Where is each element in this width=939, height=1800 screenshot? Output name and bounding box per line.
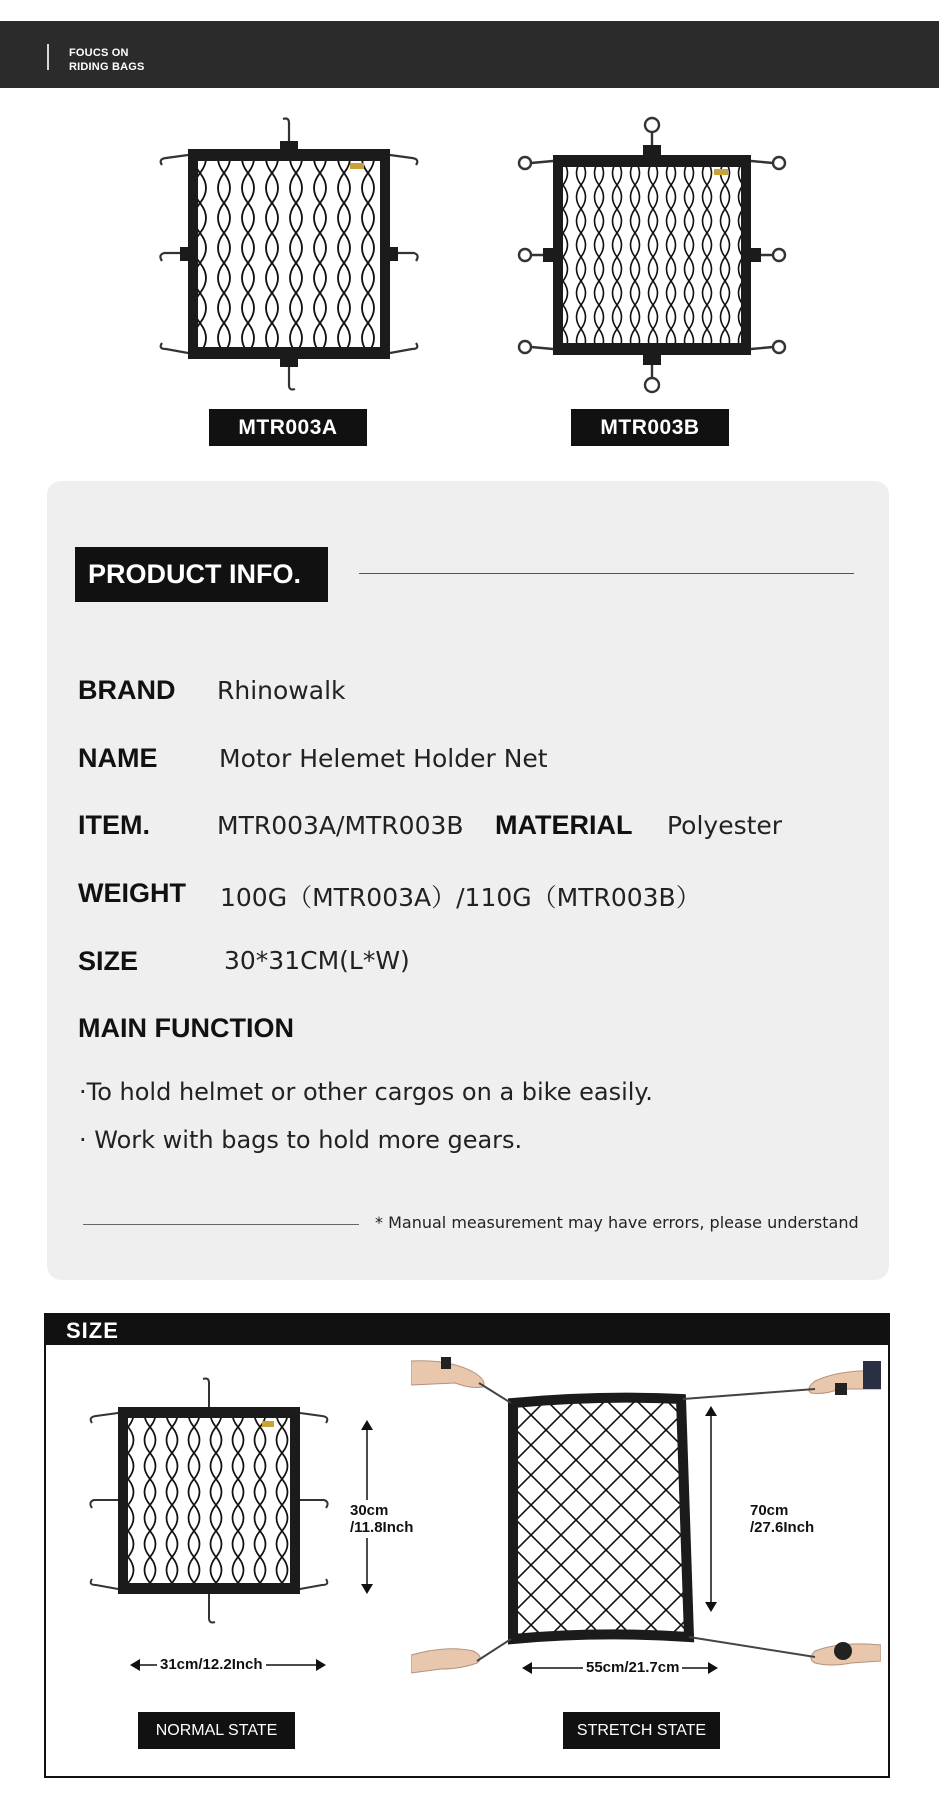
stretch-height-label bbox=[750, 1502, 814, 1536]
size-label: SIZE bbox=[78, 946, 139, 976]
main-function-label: MAIN FUNCTION bbox=[78, 1013, 294, 1043]
size-title: SIZE bbox=[66, 1318, 119, 1343]
product-info-card bbox=[47, 481, 889, 1280]
function-item: ·To hold helmet or other cargos on a bike easily. bbox=[79, 1078, 653, 1106]
product-label-mtr003a: MTR003A bbox=[209, 409, 367, 446]
product-info-title: PRODUCT INFO. bbox=[75, 547, 328, 602]
size-section bbox=[44, 1313, 890, 1778]
measurement-note: * Manual measurement may have errors, please understand bbox=[375, 1213, 859, 1232]
normal-width-label: 31cm/12.2Inch bbox=[157, 1656, 266, 1673]
material-label: MATERIAL bbox=[495, 810, 633, 840]
header-divider bbox=[47, 44, 49, 70]
tagline-line1: FOUCS ON bbox=[69, 47, 129, 59]
function-item: · Work with bags to hold more gears. bbox=[79, 1126, 523, 1154]
normal-state-badge: NORMAL STATE bbox=[138, 1712, 295, 1749]
normal-height-cm: 30cm bbox=[350, 1502, 389, 1519]
product-label-mtr003b: MTR003B bbox=[571, 409, 729, 446]
stretch-height-cm: 70cm bbox=[750, 1502, 789, 1519]
size-title-bar bbox=[46, 1315, 890, 1345]
title-divider bbox=[359, 573, 854, 574]
brand-tagline bbox=[69, 46, 145, 74]
product-image-mtr003b bbox=[509, 113, 794, 398]
size-value: 30*31CM(L*W) bbox=[224, 946, 410, 975]
name-label: NAME bbox=[78, 743, 158, 773]
weight-value: 100G（MTR003A）/110G（MTR003B） bbox=[220, 883, 701, 912]
watch-icon bbox=[834, 1642, 852, 1660]
product-image-mtr003a bbox=[152, 113, 427, 398]
brand-label: BRAND bbox=[78, 675, 176, 705]
normal-state-image bbox=[84, 1375, 334, 1625]
brand-value: Rhinowalk bbox=[217, 676, 346, 705]
normal-height-label bbox=[350, 1500, 413, 1538]
item-label: ITEM. bbox=[78, 810, 150, 840]
height-arrow-icon bbox=[703, 1404, 719, 1614]
material-value: Polyester bbox=[667, 811, 783, 840]
stretch-state-badge: STRETCH STATE bbox=[563, 1712, 720, 1749]
brand-header bbox=[0, 21, 939, 88]
normal-height-inch: /11.8Inch bbox=[350, 1519, 414, 1536]
watch-icon bbox=[441, 1357, 451, 1369]
stretch-height-inch: /27.6Inch bbox=[750, 1519, 815, 1536]
weight-label: WEIGHT bbox=[78, 878, 186, 908]
stretch-width-label: 55cm/21.7cm bbox=[583, 1659, 682, 1676]
name-value: Motor Helemet Holder Net bbox=[219, 744, 548, 773]
note-divider bbox=[83, 1224, 359, 1225]
item-value: MTR003A/MTR003B bbox=[217, 811, 464, 840]
tagline-line2: RIDING BAGS bbox=[69, 61, 145, 73]
